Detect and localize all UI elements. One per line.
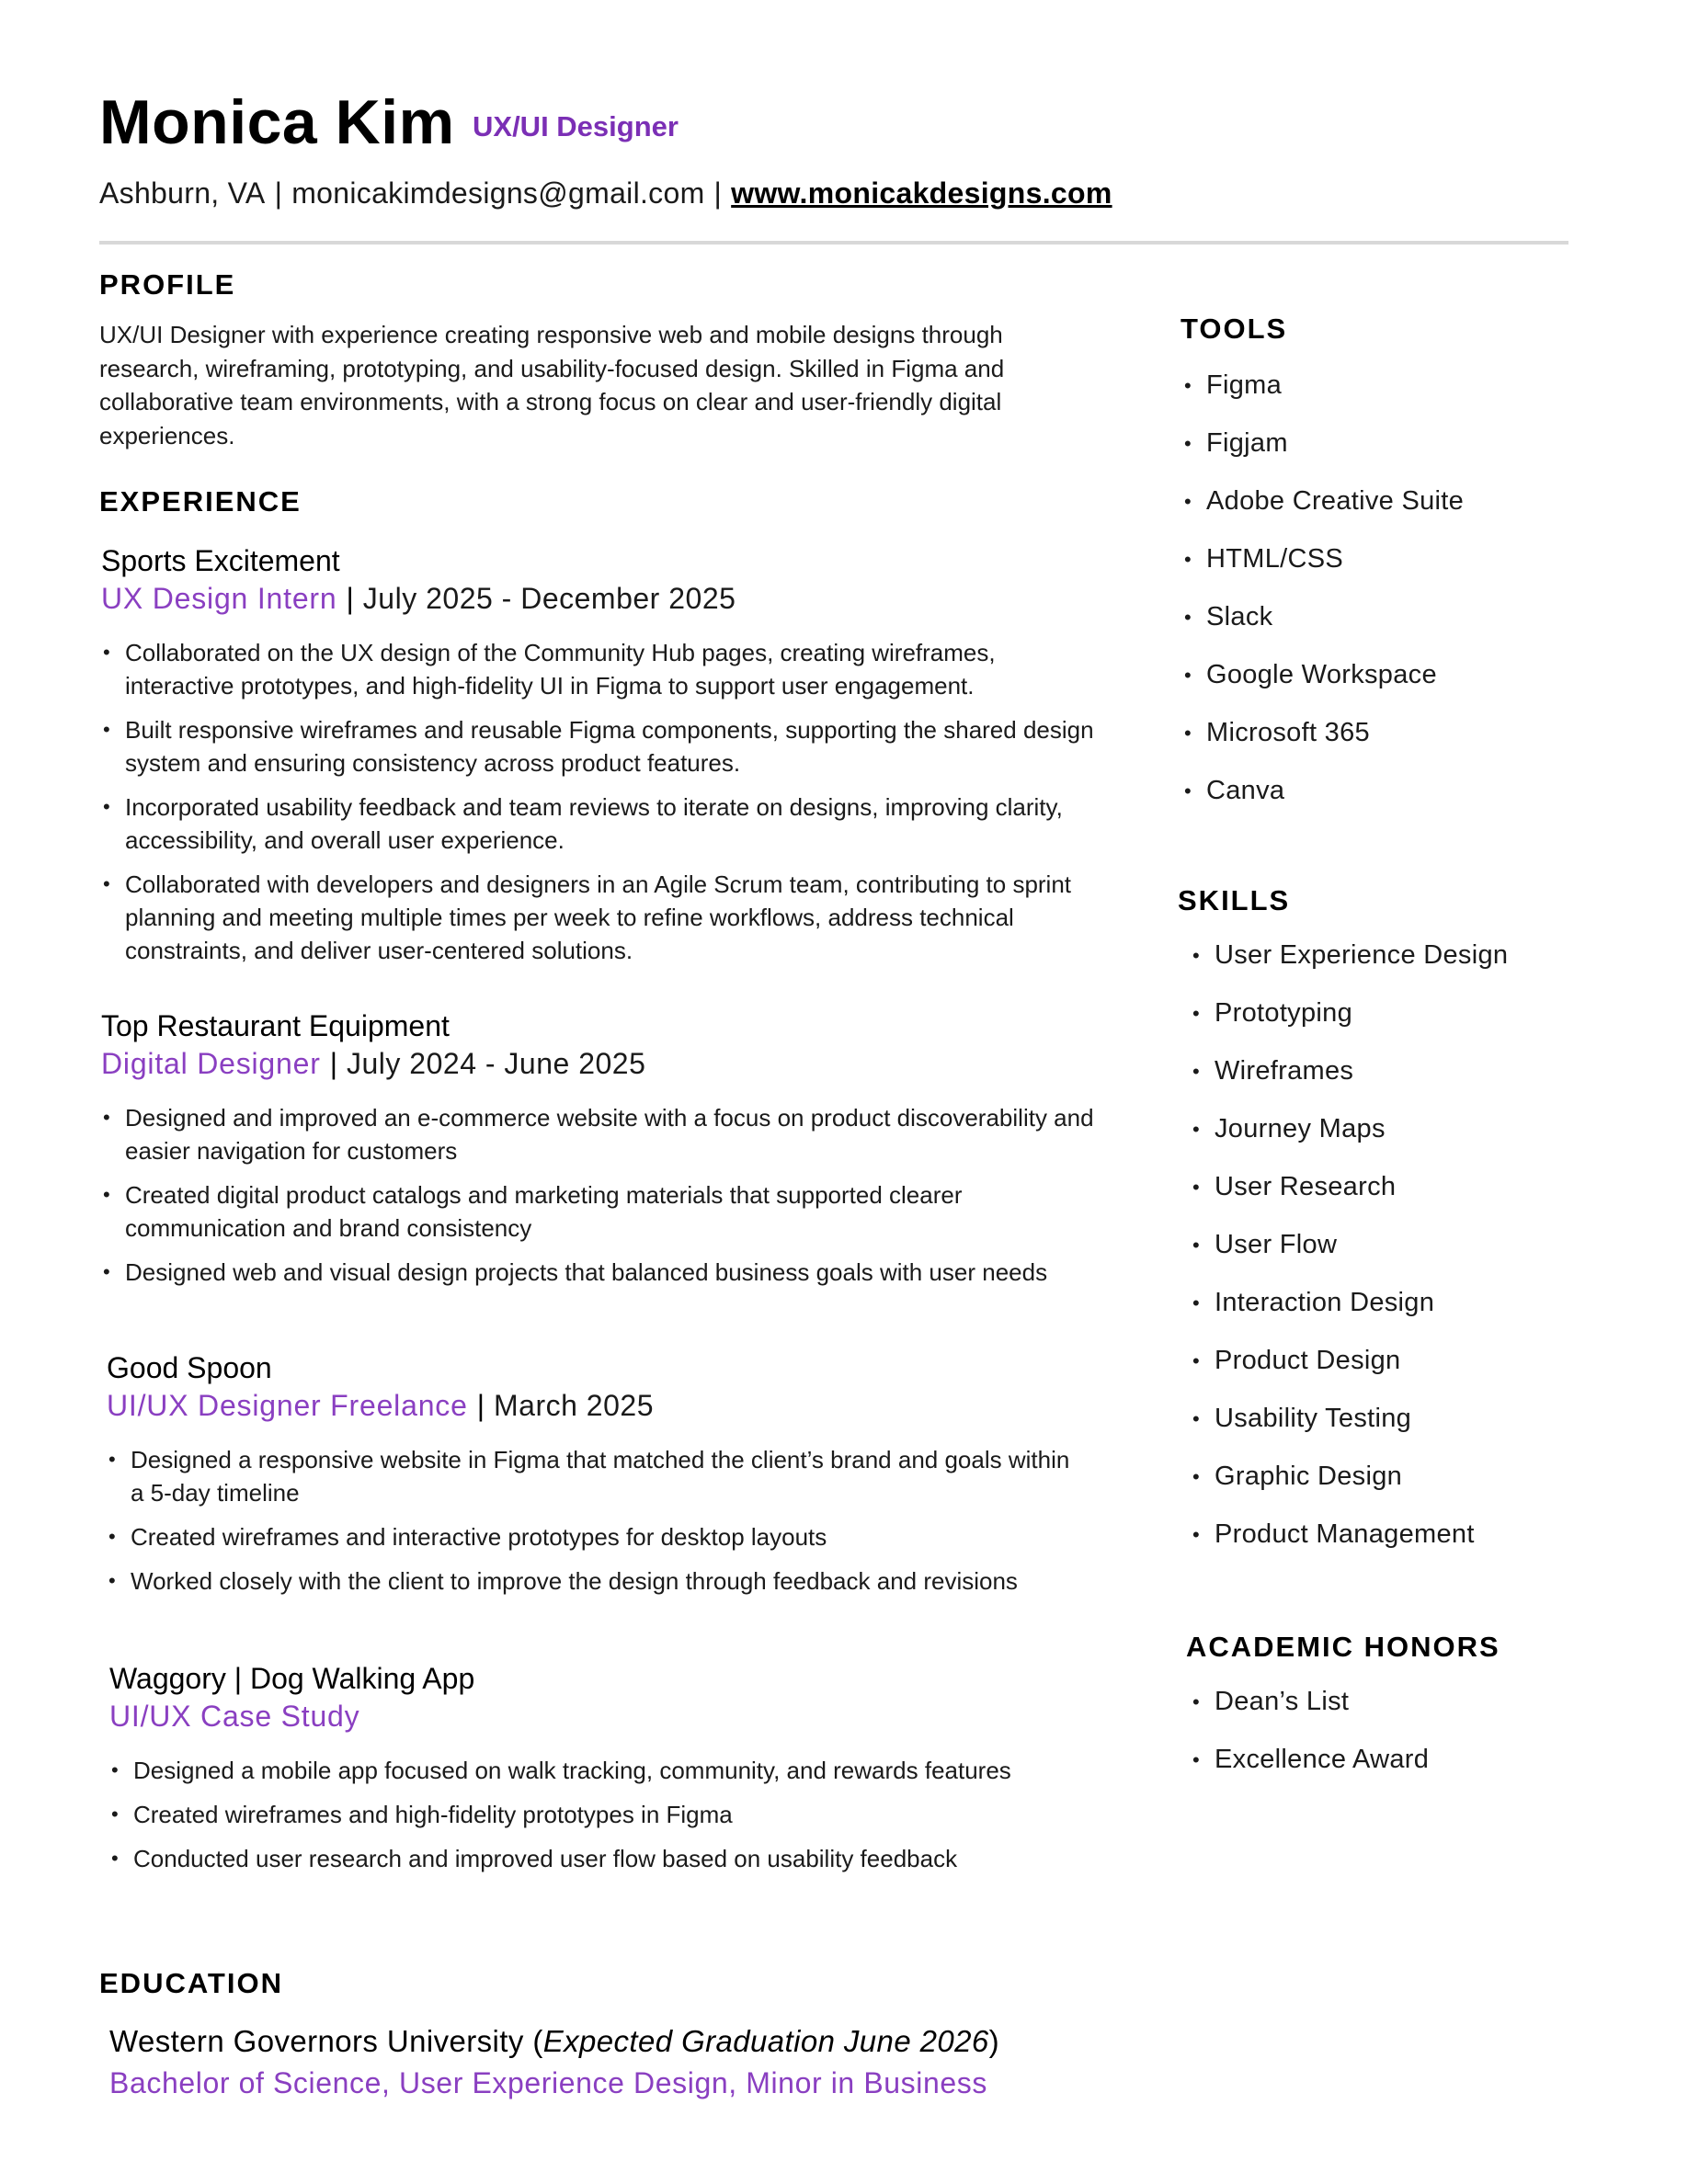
list-item: • Designed a responsive website in Figma that matched the client’s brand and goals within a 5-day timeline xyxy=(107,1443,1081,1509)
separator: | xyxy=(476,1389,485,1422)
list-item: • Designed web and visual design projects that balanced business goals with user needs xyxy=(101,1256,1094,1289)
list-item: • Wireframes xyxy=(1189,1042,1508,1100)
list-item: • Google Workspace xyxy=(1180,646,1464,704)
list-item: • Created digital product catalogs and marketing materials that supported clearer communication and brand consistency xyxy=(101,1178,1094,1245)
skills-heading: SKILLS xyxy=(1178,884,1291,916)
list-item: • Designed and improved an e-commerce website with a focus on product discoverability and easier navigation for customers xyxy=(101,1101,1094,1167)
list-item: • HTML/CSS xyxy=(1180,530,1464,588)
job-company: Top Restaurant Equipment xyxy=(101,1009,450,1042)
list-item: • Slack xyxy=(1180,588,1464,646)
job-dates: March 2025 xyxy=(494,1389,654,1422)
list-item: • Journey Maps xyxy=(1189,1100,1508,1158)
separator: | xyxy=(274,176,283,210)
job-company: Waggory | Dog Walking App xyxy=(109,1662,475,1695)
list-item: • Prototyping xyxy=(1189,984,1508,1042)
job-title-line xyxy=(101,582,1094,616)
list-item: • Created wireframes and interactive prototypes for desktop layouts xyxy=(107,1520,1081,1553)
job-bullets xyxy=(101,1101,1094,1289)
profile-heading: PROFILE xyxy=(99,268,236,301)
tools-heading: TOOLS xyxy=(1180,313,1288,345)
list-item: • Microsoft 365 xyxy=(1180,704,1464,762)
list-item: • Incorporated usability feedback and team reviews to iterate on designs, improving clarity, accessibility, and overall user experience. xyxy=(101,791,1094,857)
job-title: UI/UX Case Study xyxy=(109,1700,360,1733)
job-company: Good Spoon xyxy=(107,1351,272,1384)
contact-line xyxy=(99,176,1112,210)
job-dates: July 2025 - December 2025 xyxy=(362,582,736,615)
school-name: Western Governors University xyxy=(109,2024,524,2058)
separator: | xyxy=(346,582,354,615)
separator: | xyxy=(329,1047,337,1080)
resume-name: Monica Kim xyxy=(99,87,455,157)
list-item: • Usability Testing xyxy=(1189,1390,1508,1448)
list-item: • Interaction Design xyxy=(1189,1274,1508,1332)
education-heading: EDUCATION xyxy=(99,1967,283,1999)
education-degree: Bachelor of Science, User Experience Design, Minor in Business xyxy=(109,2066,987,2099)
list-item: • Canva xyxy=(1180,762,1464,820)
job-entry xyxy=(101,1009,1094,1300)
tools-list xyxy=(1180,357,1464,820)
list-item: • User Experience Design xyxy=(1189,927,1508,984)
honors-heading: ACADEMIC HONORS xyxy=(1186,1631,1500,1663)
list-item: • Conducted user research and improved user flow based on usability feedback xyxy=(109,1842,1084,1875)
profile-text: UX/UI Designer with experience creating responsive web and mobile designs through research, wireframing, prototyping, and usability-focused design. Skilled in Figma and collaborative team environments, with a strong focus on clear and user-friendly digital experiences. xyxy=(99,321,1005,449)
job-title: Digital Designer xyxy=(101,1047,321,1080)
list-item: • Excellence Award xyxy=(1189,1731,1429,1789)
job-title-line xyxy=(107,1389,1081,1423)
paren: ( xyxy=(532,2024,543,2058)
job-company: Sports Excitement xyxy=(101,544,340,577)
paren: ) xyxy=(988,2024,1000,2058)
job-title-line xyxy=(109,1700,1084,1734)
job-bullets xyxy=(107,1443,1081,1598)
honors-list xyxy=(1189,1673,1429,1789)
list-item: • Dean’s List xyxy=(1189,1673,1429,1731)
resume-role: UX/UI Designer xyxy=(473,110,679,142)
list-item: • User Flow xyxy=(1189,1216,1508,1274)
graduation-date: Expected Graduation June 2026 xyxy=(542,2024,989,2058)
email-link[interactable]: monicakimdesigns@gmail.com xyxy=(291,176,705,210)
header-divider xyxy=(99,241,1568,245)
list-item: • Built responsive wireframes and reusable Figma components, supporting the shared design system and ensuring consistency across product features. xyxy=(101,713,1094,779)
job-title: UX Design Intern xyxy=(101,582,337,615)
job-entry xyxy=(107,1351,1081,1609)
separator: | xyxy=(713,176,723,210)
list-item: • Collaborated on the UX design of the Community Hub pages, creating wireframes, interactive prototypes, and high-fidelity UI in Figma to support user engagement. xyxy=(101,636,1094,702)
list-item: • Created wireframes and high-fidelity prototypes in Figma xyxy=(109,1798,1084,1831)
job-dates: July 2024 - June 2025 xyxy=(347,1047,646,1080)
list-item: • User Research xyxy=(1189,1158,1508,1216)
list-item: • Product Design xyxy=(1189,1332,1508,1390)
job-title-line xyxy=(101,1047,1094,1081)
education-school xyxy=(109,2024,999,2059)
list-item: • Graphic Design xyxy=(1189,1448,1508,1506)
job-entry xyxy=(109,1662,1084,1886)
job-title: UI/UX Designer Freelance xyxy=(107,1389,468,1422)
job-bullets xyxy=(109,1754,1084,1875)
job-entry xyxy=(101,544,1094,978)
list-item: • Figjam xyxy=(1180,415,1464,472)
list-item: • Designed a mobile app focused on walk tracking, community, and rewards features xyxy=(109,1754,1084,1787)
list-item: • Collaborated with developers and designers in an Agile Scrum team, contributing to sprint planning and meeting multiple times per week to refine workflows, address technical constraints, and deliver user-centered solutions. xyxy=(101,868,1094,967)
website-link[interactable]: www.monicakdesigns.com xyxy=(731,176,1112,210)
skills-list xyxy=(1189,927,1508,1564)
list-item: • Worked closely with the client to improve the design through feedback and revisions xyxy=(107,1564,1081,1598)
list-item: • Product Management xyxy=(1189,1506,1508,1564)
experience-heading: EXPERIENCE xyxy=(99,485,302,518)
list-item: • Figma xyxy=(1180,357,1464,415)
job-bullets xyxy=(101,636,1094,967)
location: Ashburn, VA xyxy=(99,176,266,210)
list-item: • Adobe Creative Suite xyxy=(1180,472,1464,530)
